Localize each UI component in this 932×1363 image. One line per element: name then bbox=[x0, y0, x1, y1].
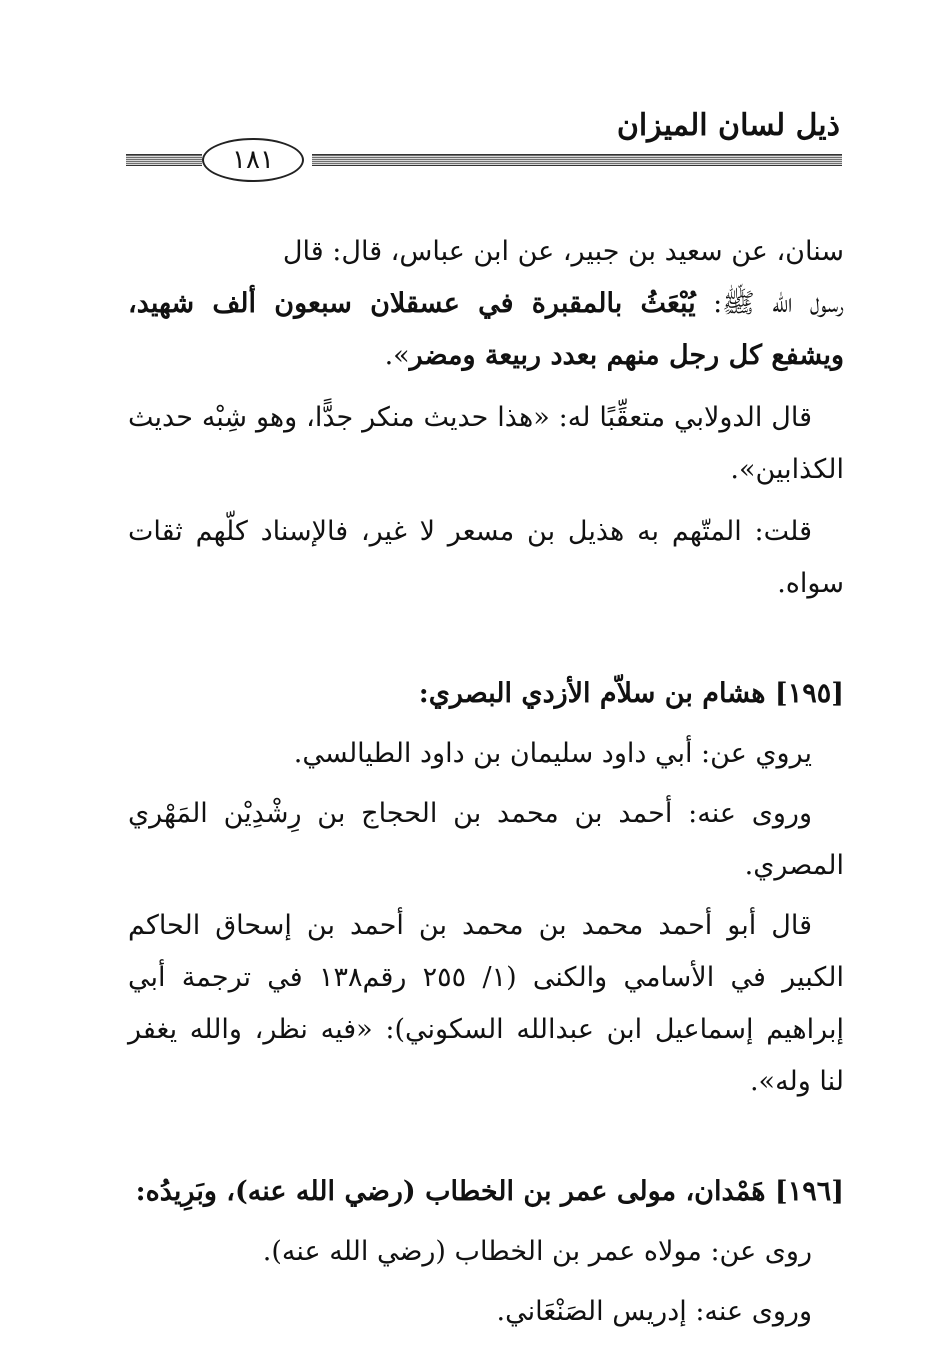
running-title: ذيل لسان الميزان bbox=[616, 108, 840, 143]
entry-195-heading: [١٩٥] هشام بن سلاّم الأزدي البصري: bbox=[418, 678, 844, 709]
hadith-paragraph bbox=[128, 226, 844, 382]
dulabi-comment: قال الدولابي متعقِّبًا له: «هذا حديث منكر جدًّا، وهو شِبْه حديث الكذابين». bbox=[128, 402, 844, 485]
header-rule-left bbox=[126, 154, 202, 166]
entry-196-narrated-by: وروى عنه: إدريس الصَنْعَاني. bbox=[496, 1296, 812, 1327]
author-comment: قلت: المتّهم به هذيل بن مسعر لا غير، فالإسناد كلّهم ثقات سواه. bbox=[128, 516, 844, 599]
entry-195-note: قال أبو أحمد محمد بن محمد بن أحمد بن إسحاق الحاكم الكبير في الأسامي والكنى (١/ ٢٥٥ رقم١٣٨ في ترجمة أبي إبراهيم إسماعيل ابن عبدالله السكوني): «فيه نظر، والله يغفر لنا وله». bbox=[128, 910, 845, 1097]
page-number-badge: ١٨١ bbox=[202, 138, 304, 182]
page-header bbox=[0, 90, 932, 180]
entry-195-narrates-from: يروي عن: أبي داود سليمان بن داود الطيالسي. bbox=[293, 738, 812, 769]
hadith-chain-continuation: رسول الله ﷺ: bbox=[695, 288, 844, 319]
entry-195-narrated-by: وروى عنه: أحمد بن محمد بن الحجاج بن رِشْدِيْن المَهْري المصري. bbox=[128, 798, 844, 881]
entry-196-narrates-from: روى عن: مولاه عمر بن الخطاب (رضي الله عنه). bbox=[262, 1236, 812, 1267]
page-body bbox=[128, 226, 844, 1346]
hadith-closing: ». bbox=[384, 340, 410, 371]
hadith-chain-line: سنان، عن سعيد بن جبير، عن ابن عباس، قال: قال bbox=[282, 236, 844, 267]
hadith-text: يُبْعَثُ بالمقبرة في عسقلان سبعون ألف شهيد، ويشفع كل رجل منهم بعدد ربيعة ومضر bbox=[128, 288, 844, 371]
entry-196-heading: [١٩٦] هَمْدان، مولى عمر بن الخطاب (رضي الله عنه)، وبَرِيدُه: bbox=[135, 1176, 844, 1207]
header-rule-right bbox=[312, 154, 842, 166]
